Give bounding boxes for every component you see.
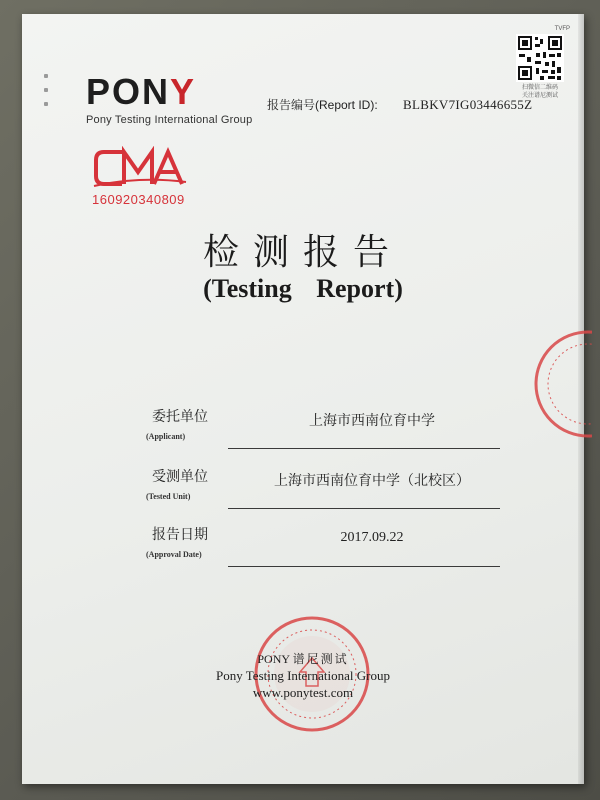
edge-seal-stamp-icon [532,324,592,444]
footer-brand-line [22,650,584,667]
field-label-cn: 受测单位 [152,469,208,485]
field-label-cn: 报告日期 [152,527,208,543]
field-underline [228,566,500,567]
field-label-en: (Tested Unit) [146,492,191,501]
field-underline [228,508,500,509]
qr-caption-line1: 扫微信二维码 [521,85,558,91]
qr-code-block [510,26,570,100]
footer [22,650,584,701]
field-label-en: (Applicant) [146,432,186,441]
logo-wordmark-accent: Y [170,71,197,112]
field-label-cn: 委托单位 [152,409,208,425]
title-chinese: 检测报告 [202,232,403,273]
title-english: (Testing Report) [203,274,403,303]
report-id [267,96,532,113]
qr-caption-line2: 关注谱尼测试 [521,93,558,99]
footer-brand-cn: 谱尼测试 [292,652,349,666]
cma-number: 160920340809 [92,192,185,207]
logo-wordmark: PONY [86,71,197,112]
cma-certification-mark [92,146,192,207]
field-value: 2017.09.22 [340,530,404,545]
pony-logo [86,71,253,126]
report-cover-page [22,14,584,784]
field-underline [228,448,500,449]
logo-subtitle: Pony Testing International Group [86,114,253,126]
report-id-value: BLBKV7IG03446655Z [403,97,533,112]
qr-code-icon [516,34,564,82]
footer-website: www.ponytest.com [252,685,354,700]
qr-caption [510,84,570,100]
field-value: 上海市西南位育中学 [309,413,435,429]
cma-logo-icon [92,146,188,190]
report-id-label: 报告编号(Report ID): [267,98,378,112]
field-label-en: (Approval Date) [146,550,202,559]
qr-tag: TVFP [554,26,570,32]
field-value: 上海市西南位育中学（北校区） [274,473,470,489]
footer-group-name: Pony Testing International Group [216,668,390,683]
footer-brand-en: PONY [257,652,290,666]
binding-mark [44,74,48,118]
